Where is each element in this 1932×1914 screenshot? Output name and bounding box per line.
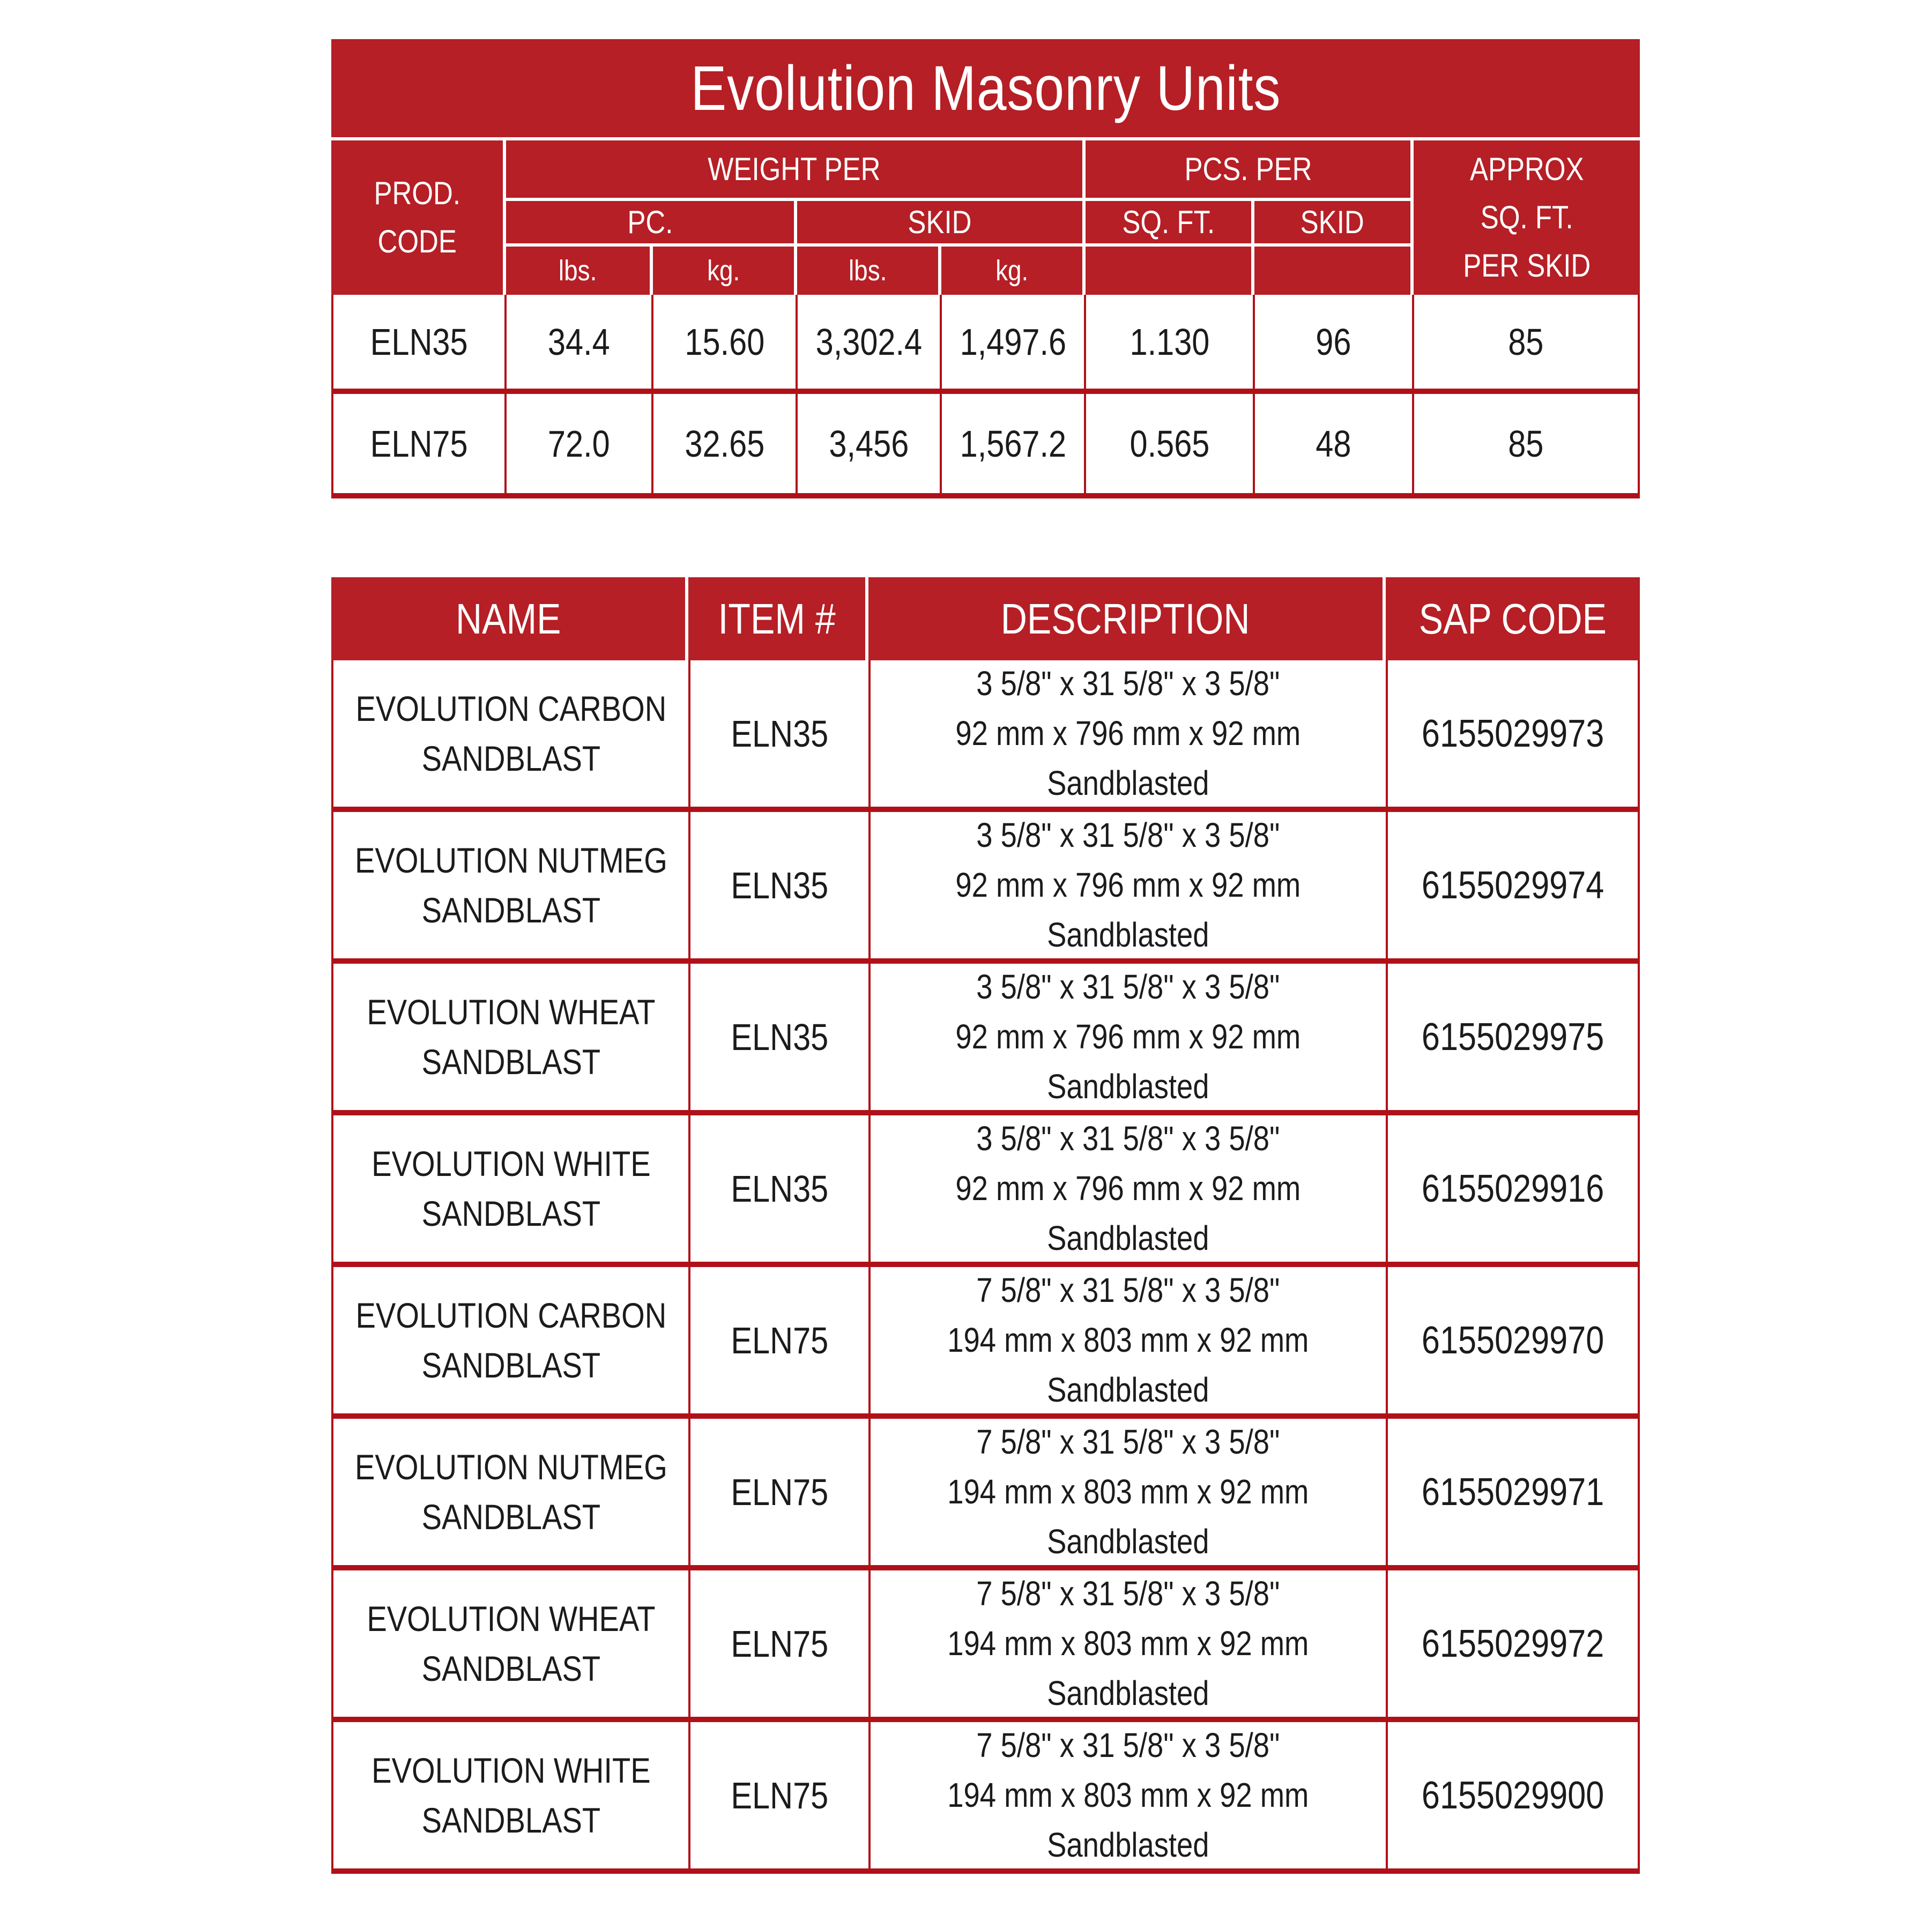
desc-finish: Sandblasted <box>1047 1522 1209 1561</box>
header-prod-code <box>331 140 503 295</box>
catalog-item-cell: ELN75 <box>690 1419 868 1565</box>
desc-metric: 194 mm x 803 mm x 92 mm <box>947 1776 1309 1815</box>
spec-cell-skid-kg: 1,567.2 <box>942 394 1084 493</box>
catalog-sap-cell: 6155029970 <box>1388 1267 1638 1413</box>
desc-finish: Sandblasted <box>1047 1067 1209 1106</box>
catalog-desc-cell <box>871 1267 1386 1413</box>
header-approx-line1: APPROX <box>1469 151 1584 187</box>
catalog-item-cell: ELN35 <box>690 660 868 807</box>
spec-table-title-bar <box>331 39 1640 137</box>
header-skid-weight: SKID <box>797 201 1082 243</box>
catalog-item-cell: ELN35 <box>690 1115 868 1262</box>
desc-metric: 92 mm x 796 mm x 92 mm <box>955 866 1301 905</box>
catalog-desc-cell <box>871 1722 1386 1868</box>
catalog-sap-cell: 6155029900 <box>1388 1722 1638 1868</box>
desc-imperial: 7 5/8" x 31 5/8" x 3 5/8" <box>976 1726 1280 1765</box>
catalog-desc-cell <box>871 964 1386 1110</box>
header-weight-per: WEIGHT PER <box>506 140 1082 198</box>
spec-cell-approx: 85 <box>1414 394 1638 493</box>
desc-finish: Sandblasted <box>1047 1370 1209 1409</box>
desc-imperial: 7 5/8" x 31 5/8" x 3 5/8" <box>976 1574 1280 1613</box>
catalog-item-cell: ELN35 <box>690 812 868 958</box>
spec-cell-pc-kg: 32.65 <box>653 394 796 493</box>
header-approx-sqft-per-skid <box>1414 140 1640 295</box>
desc-imperial: 3 5/8" x 31 5/8" x 3 5/8" <box>976 1119 1280 1158</box>
spec-table-body <box>331 295 1640 498</box>
spec-cell-skid-kg: 1,497.6 <box>942 295 1084 389</box>
spec-cell-skid-lbs: 3,456 <box>798 394 940 493</box>
spec-cell-skid: 96 <box>1255 295 1412 389</box>
catalog-table-header <box>331 577 1640 660</box>
catalog-sap-cell: 6155029973 <box>1388 660 1638 807</box>
header-prod-code-line2: CODE <box>377 224 457 259</box>
desc-finish: Sandblasted <box>1047 1825 1209 1864</box>
desc-finish: Sandblasted <box>1047 915 1209 954</box>
spec-cell-sq-ft: 1.130 <box>1086 295 1253 389</box>
desc-imperial: 7 5/8" x 31 5/8" x 3 5/8" <box>976 1271 1280 1310</box>
desc-metric: 194 mm x 803 mm x 92 mm <box>947 1321 1309 1360</box>
catalog-name-cell: EVOLUTION WHEAT SANDBLAST <box>333 964 688 1110</box>
catalog-table-body <box>331 660 1640 1874</box>
page-title: Evolution Masonry Units <box>690 53 1281 124</box>
catalog-name-cell: EVOLUTION WHEAT SANDBLAST <box>333 1570 688 1717</box>
spec-table-header <box>331 140 1640 295</box>
spec-cell-pc-lbs: 34.4 <box>507 295 651 389</box>
catalog-sap-cell: 6155029916 <box>1388 1115 1638 1262</box>
header-approx-line2: SQ. FT. <box>1480 199 1573 235</box>
catalog-name-cell: EVOLUTION WHITE SANDBLAST <box>333 1722 688 1868</box>
spec-cell-skid-lbs: 3,302.4 <box>798 295 940 389</box>
spec-cell-prod-code: ELN35 <box>333 295 504 389</box>
catalog-item-cell: ELN75 <box>690 1570 868 1717</box>
catalog-name-cell: EVOLUTION NUTMEG SANDBLAST <box>333 1419 688 1565</box>
desc-imperial: 3 5/8" x 31 5/8" x 3 5/8" <box>976 816 1280 855</box>
catalog-sap-cell: 6155029971 <box>1388 1419 1638 1565</box>
header-item-number: ITEM # <box>688 577 865 660</box>
desc-metric: 92 mm x 796 mm x 92 mm <box>955 714 1301 753</box>
catalog-desc-cell <box>871 812 1386 958</box>
catalog-desc-cell <box>871 1419 1386 1565</box>
desc-finish: Sandblasted <box>1047 763 1209 802</box>
spec-cell-pc-lbs: 72.0 <box>507 394 651 493</box>
catalog-name-cell: EVOLUTION CARBON SANDBLAST <box>333 660 688 807</box>
catalog-name-cell: EVOLUTION NUTMEG SANDBLAST <box>333 812 688 958</box>
desc-imperial: 3 5/8" x 31 5/8" x 3 5/8" <box>976 664 1280 703</box>
header-pc-kg: kg. <box>653 247 794 295</box>
desc-metric: 92 mm x 796 mm x 92 mm <box>955 1017 1301 1056</box>
header-skid-kg: kg. <box>941 247 1082 295</box>
header-pcs-per: PCS. PER <box>1086 140 1410 198</box>
header-empty-cell <box>1254 247 1410 295</box>
desc-metric: 92 mm x 796 mm x 92 mm <box>955 1169 1301 1208</box>
header-skid-lbs: lbs. <box>797 247 938 295</box>
catalog-item-cell: ELN75 <box>690 1267 868 1413</box>
header-skid-pcs: SKID <box>1254 201 1410 243</box>
desc-imperial: 7 5/8" x 31 5/8" x 3 5/8" <box>976 1423 1280 1462</box>
spec-cell-pc-kg: 15.60 <box>653 295 796 389</box>
desc-imperial: 3 5/8" x 31 5/8" x 3 5/8" <box>976 967 1280 1007</box>
catalog-sap-cell: 6155029975 <box>1388 964 1638 1110</box>
spec-cell-skid: 48 <box>1255 394 1412 493</box>
header-approx-line3: PER SKID <box>1462 248 1591 284</box>
catalog-sap-cell: 6155029972 <box>1388 1570 1638 1717</box>
catalog-sap-cell: 6155029974 <box>1388 812 1638 958</box>
desc-finish: Sandblasted <box>1047 1218 1209 1257</box>
spec-cell-prod-code: ELN75 <box>333 394 504 493</box>
desc-finish: Sandblasted <box>1047 1673 1209 1712</box>
header-empty-cell <box>1086 247 1251 295</box>
desc-metric: 194 mm x 803 mm x 92 mm <box>947 1624 1309 1663</box>
header-sq-ft: SQ. FT. <box>1086 201 1251 243</box>
catalog-desc-cell <box>871 660 1386 807</box>
header-pc-lbs: lbs. <box>506 247 650 295</box>
header-sap-code: SAP CODE <box>1386 577 1640 660</box>
catalog-desc-cell <box>871 1115 1386 1262</box>
header-description: DESCRIPTION <box>868 577 1383 660</box>
header-prod-code-line1: PROD. <box>374 175 460 211</box>
desc-metric: 194 mm x 803 mm x 92 mm <box>947 1472 1309 1511</box>
header-name: NAME <box>331 577 685 660</box>
catalog-name-cell: EVOLUTION WHITE SANDBLAST <box>333 1115 688 1262</box>
catalog-desc-cell <box>871 1570 1386 1717</box>
catalog-item-cell: ELN75 <box>690 1722 868 1868</box>
header-pc: PC. <box>506 201 794 243</box>
spec-cell-sq-ft: 0.565 <box>1086 394 1253 493</box>
catalog-item-cell: ELN35 <box>690 964 868 1110</box>
catalog-name-cell: EVOLUTION CARBON SANDBLAST <box>333 1267 688 1413</box>
spec-cell-approx: 85 <box>1414 295 1638 389</box>
